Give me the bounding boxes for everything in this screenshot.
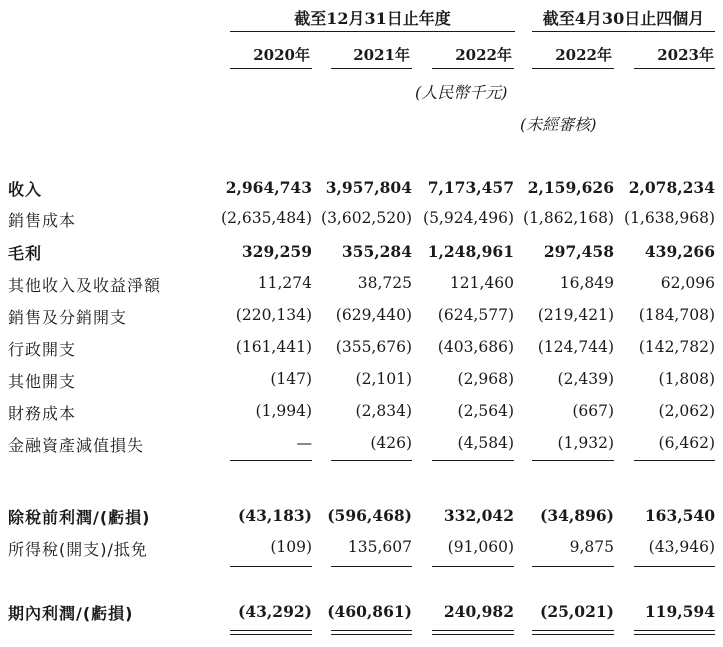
row-value: (147) [270, 370, 312, 388]
row-value: (667) [572, 402, 614, 420]
row-value: 240,982 [443, 602, 514, 621]
row-value: (6,462) [658, 434, 715, 452]
tax-rule-1 [230, 566, 312, 567]
row-value: 2,159,626 [527, 178, 614, 197]
row-value: (1,932) [557, 434, 614, 452]
row-value: (43,946) [648, 538, 715, 556]
row-value: 332,042 [443, 506, 514, 525]
row-value: (629,440) [335, 306, 412, 324]
row-value: (25,021) [540, 602, 614, 621]
row-label: 銷售及分銷開支 [8, 308, 128, 327]
column-rule-5 [634, 68, 715, 69]
row-value: 38,725 [357, 274, 412, 292]
row-value: 329,259 [241, 242, 312, 261]
tax-rule-5 [634, 566, 715, 567]
row-value: 121,460 [449, 274, 514, 292]
row-value: (91,060) [447, 538, 514, 556]
row-value: 16,849 [559, 274, 614, 292]
column-header-2023-four-months: 2023年 [657, 46, 714, 64]
row-value: (403,686) [437, 338, 514, 356]
row-label: 所得稅(開支)/抵免 [8, 540, 148, 559]
row-value: 2,964,743 [225, 178, 312, 197]
row-value: 7,173,457 [427, 178, 514, 197]
tax-rule-3 [432, 566, 514, 567]
row-value: (1,862,168) [523, 209, 614, 227]
total-double-rule-3 [432, 630, 514, 635]
row-value: 1,248,961 [427, 242, 514, 261]
currency-note: (人民幣千元) [415, 83, 508, 102]
row-value: (2,635,484) [221, 209, 312, 227]
row-value: 62,096 [660, 274, 715, 292]
row-value: (4,584) [457, 434, 514, 452]
row-value: 2,078,234 [628, 178, 715, 197]
row-label: 行政開支 [8, 340, 77, 359]
tax-rule-2 [331, 566, 412, 567]
row-label: 除稅前利潤/(虧損) [8, 508, 151, 527]
row-label: 期內利潤/(虧損) [8, 604, 134, 623]
row-label: 收入 [8, 180, 43, 199]
row-value: (142,782) [638, 338, 715, 356]
row-label: 其他開支 [8, 372, 77, 391]
group-header-rule-2 [532, 31, 715, 32]
row-value: — [296, 434, 312, 452]
row-value: 3,957,804 [325, 178, 412, 197]
row-value: 119,594 [644, 602, 715, 621]
row-value: (109) [270, 538, 312, 556]
row-value: (2,834) [355, 402, 412, 420]
row-value: (184,708) [638, 306, 715, 324]
row-value: (355,676) [335, 338, 412, 356]
group-header-year-ended: 截至12月31日止年度 [294, 9, 451, 28]
group-header-four-months: 截至4月30日止四個月 [542, 9, 705, 28]
row-value: (1,994) [255, 402, 312, 420]
column-rule-2 [331, 68, 412, 69]
row-value: (2,439) [557, 370, 614, 388]
row-value: (43,292) [238, 602, 312, 621]
row-value: (426) [370, 434, 412, 452]
row-value: (43,183) [238, 506, 312, 525]
row-label: 毛利 [8, 244, 43, 263]
row-value: 355,284 [341, 242, 412, 261]
row-value: 439,266 [644, 242, 715, 261]
column-header-2021: 2021年 [353, 46, 410, 64]
tax-rule-4 [532, 566, 614, 567]
column-header-2022-four-months: 2022年 [555, 46, 612, 64]
row-value: (624,577) [437, 306, 514, 324]
column-rule-1 [230, 68, 312, 69]
subtotal-rule-5 [634, 460, 715, 461]
column-header-2022: 2022年 [455, 46, 512, 64]
row-value: (460,861) [327, 602, 412, 621]
row-value: (596,468) [327, 506, 412, 525]
row-value: 135,607 [347, 538, 412, 556]
row-value: (1,808) [658, 370, 715, 388]
column-header-2020: 2020年 [253, 46, 310, 64]
row-value: (3,602,520) [321, 209, 412, 227]
row-value: 11,274 [257, 274, 312, 292]
row-value: (34,896) [540, 506, 614, 525]
group-header-rule-1 [230, 31, 515, 32]
row-label: 其他收入及收益淨額 [8, 276, 162, 295]
total-double-rule-1 [230, 630, 312, 635]
column-rule-4 [532, 68, 614, 69]
row-value: 9,875 [569, 538, 614, 556]
row-value: (220,134) [235, 306, 312, 324]
row-value: (5,924,496) [423, 209, 514, 227]
row-value: (219,421) [537, 306, 614, 324]
row-label: 財務成本 [8, 404, 77, 423]
row-value: (124,744) [537, 338, 614, 356]
subtotal-rule-1 [230, 460, 312, 461]
subtotal-rule-3 [432, 460, 514, 461]
row-value: (161,441) [235, 338, 312, 356]
total-double-rule-2 [331, 630, 412, 635]
row-value: 163,540 [644, 506, 715, 525]
row-value: 297,458 [543, 242, 614, 261]
row-label: 金融資產減值損失 [8, 436, 145, 455]
row-value: (2,062) [658, 402, 715, 420]
row-value: (2,564) [457, 402, 514, 420]
row-value: (2,968) [457, 370, 514, 388]
subtotal-rule-4 [532, 460, 614, 461]
row-value: (2,101) [355, 370, 412, 388]
column-rule-3 [432, 68, 514, 69]
total-double-rule-4 [532, 630, 614, 635]
row-value: (1,638,968) [624, 209, 715, 227]
subtotal-rule-2 [331, 460, 412, 461]
row-label: 銷售成本 [8, 211, 77, 230]
total-double-rule-5 [634, 630, 715, 635]
unaudited-note: (未經審核) [520, 115, 597, 134]
